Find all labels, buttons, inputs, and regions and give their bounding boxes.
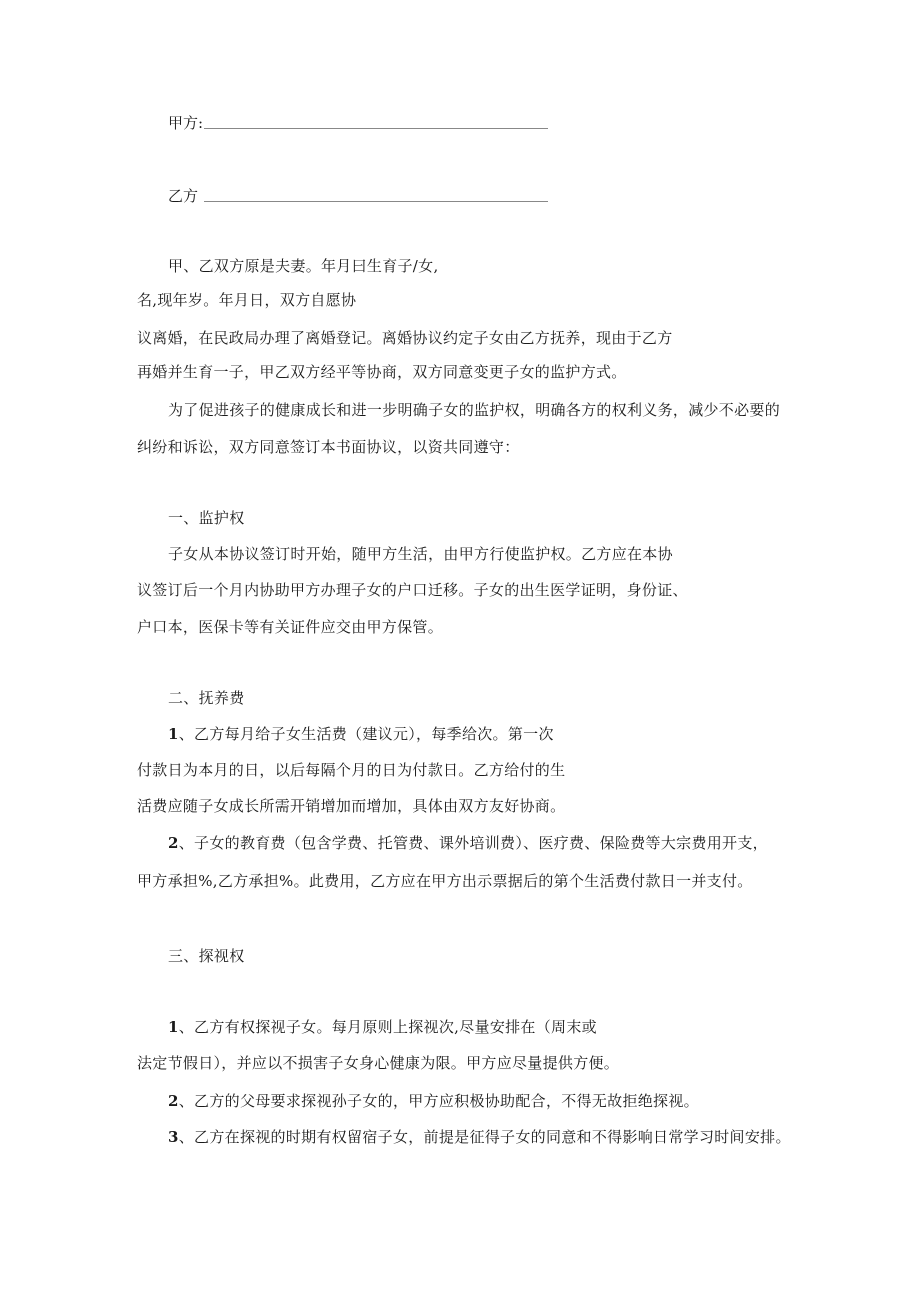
section1-line-3: 户口本，医保卡等有关证件应交由甲方保管。	[137, 618, 444, 636]
party-a-row	[168, 113, 203, 133]
section1-heading: 一、监护权	[168, 509, 245, 527]
section2-heading: 二、抚养费	[168, 689, 245, 707]
section3-heading: 三、探视权	[168, 947, 245, 965]
intro-line-4: 再婚并生育一子，甲乙双方经平等协商，双方同意变更子女的监护方式。	[137, 363, 627, 381]
section1-line-1: 子女从本协议签订时开始，随甲方生活，由甲方行使监护权。乙方应在本协	[168, 545, 673, 563]
section2-item2-text: 、子女的教育费（包含学费、托管费、课外培训费）、医疗费、保险费等大宗费用开支，	[178, 834, 768, 852]
section2-item2-line-2: 甲方承担%,乙方承担%。此费用，乙方应在甲方出示票据后的第个生活费付款日一并支付。	[137, 872, 753, 890]
section3-item1-number: 1	[168, 1018, 179, 1036]
intro-line-3: 议离婚，在民政局办理了离婚登记。离婚协议约定子女由乙方抚养，现由于乙方	[137, 329, 673, 347]
section3-item1-text: 、乙方有权探视子女。每月原则上探视次,尽量安排在（周末或	[178, 1018, 597, 1036]
section3-item2-line-1	[168, 1091, 699, 1111]
intro-line-2: 名,现年岁。年月日，双方自愿协	[137, 291, 357, 309]
section1-line-2: 议签订后一个月内协助甲方办理子女的户口迁移。子女的出生医学证明，身份证、	[137, 581, 688, 599]
party-a-blank-line	[204, 128, 548, 129]
section3-item3-number: 3	[168, 1128, 179, 1146]
section2-item1-line-2: 付款日为本月的日，以后每隔个月的日为付款日。乙方给付的生	[137, 761, 566, 779]
party-a-label: 甲方:	[168, 114, 204, 132]
section3-item3-line-1	[168, 1127, 791, 1147]
section2-item1-line-1	[168, 724, 554, 744]
section2-item2-line-1	[168, 833, 768, 853]
intro-line-1: 甲、乙双方原是夫妻。年月曰生育子/女,	[168, 257, 439, 275]
intro-line-6: 纠纷和诉讼，双方同意签订本书面协议，以资共同遵守：	[137, 438, 520, 456]
section2-item1-line-3: 活费应随子女成长所需开销增加而增加，具体由双方友好协商。	[137, 797, 566, 815]
party-b-label: 乙方	[168, 187, 199, 205]
intro-line-5: 为了促进孩子的健康成长和进一步明确子女的监护权，明确各方的权利义务，减少不必要的	[168, 401, 781, 419]
section3-item2-text: 、乙方的父母要求探视孙子女的，甲方应积极协助配合，不得无故拒绝探视。	[178, 1092, 699, 1110]
party-b-blank-line	[204, 201, 548, 202]
party-b-row	[168, 186, 198, 206]
section2-item1-text: 、乙方每月给子女生活费（建议元），每季给次。第一次	[178, 725, 554, 743]
section3-item2-number: 2	[168, 1092, 179, 1110]
section3-item1-line-2: 法定节假日），并应以不损害子女身心健康为限。甲方应尽量提供方便。	[137, 1054, 620, 1072]
section3-item3-text: 、乙方在探视的时期有权留宿子女，前提是征得子女的同意和不得影响日常学习时间安排。	[178, 1128, 791, 1146]
section2-item1-number: 1	[168, 725, 179, 743]
section2-item2-number: 2	[168, 834, 179, 852]
section3-item1-line-1	[168, 1017, 597, 1037]
